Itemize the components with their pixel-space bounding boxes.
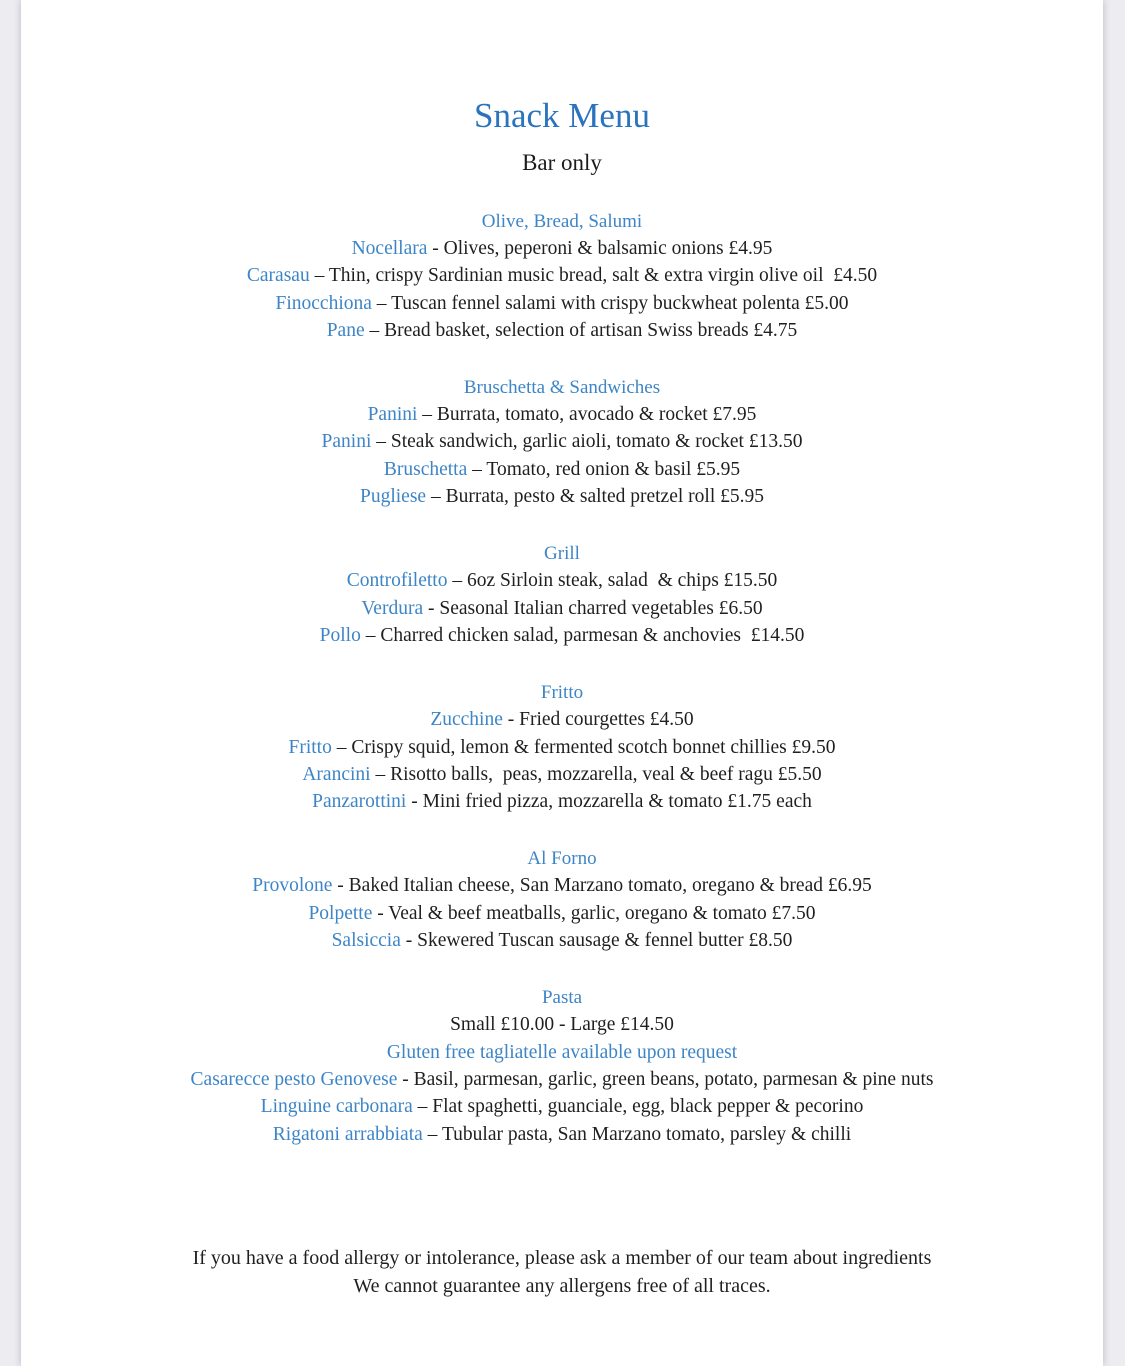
menu-item-separator: – — [447, 570, 467, 592]
menu-item-separator: – — [371, 292, 392, 314]
menu-section — [21, 208, 1103, 344]
menu-item — [21, 428, 1103, 455]
menu-section — [21, 845, 1103, 954]
menu-item — [21, 401, 1103, 428]
menu-item-separator: – — [370, 763, 391, 785]
menu-item-separator: - — [372, 902, 389, 924]
menu-item-description: Tubular pasta, San Marzano tomato, parsley & chilli — [441, 1123, 852, 1145]
menu-item-description: Basil, parmesan, garlic, green beans, potato, parmesan & pine nuts — [413, 1068, 934, 1090]
menu-item — [21, 567, 1103, 594]
menu-item-name: Finocchiona — [275, 292, 372, 314]
menu-item-name: Nocellara — [351, 238, 428, 259]
menu-item-name: Salsiccia — [331, 930, 401, 952]
menu-item-name: Pugliese — [359, 486, 427, 508]
section-heading: Al Forno — [527, 848, 597, 870]
menu-item-description: Thin, crispy Sardinian music bread, salt & extra virgin olive oil £4.50 — [328, 265, 878, 287]
menu-item-name: Casarecce pesto Genovese — [190, 1068, 398, 1090]
menu-item-separator: - — [400, 930, 418, 952]
menu-item-description: Steak sandwich, garlic aioli, tomato & rocket £13.50 — [390, 431, 803, 453]
menu-item-name: Arancini — [302, 763, 371, 785]
menu-section — [21, 374, 1103, 510]
menu-item — [21, 872, 1103, 899]
menu-item-description: Charred chicken salad, parmesan & anchovies £14.50 — [380, 624, 805, 646]
menu-item-separator: – — [309, 265, 329, 287]
menu-item-separator: - — [423, 597, 440, 619]
menu-item — [21, 706, 1103, 733]
allergy-note-line2: We cannot guarantee any allergens free of all traces. — [353, 1275, 771, 1298]
menu-section — [21, 679, 1103, 815]
menu-item-name: Carasau — [246, 265, 310, 287]
menu-item — [21, 622, 1103, 649]
menu-item-description: Veal & beef meatballs, garlic, oregano & tomato £7.50 — [388, 902, 816, 924]
menu-item — [21, 290, 1103, 317]
menu-item-separator: – — [331, 736, 352, 758]
menu-item-description: Tuscan fennel salami with crispy buckwheat polenta £5.00 — [391, 292, 849, 314]
menu-item-separator: – — [417, 404, 437, 426]
menu-item-name: Verdura — [361, 597, 424, 619]
menu-item-description: Risotto balls, peas, mozzarella, veal & beef ragu £5.50 — [390, 763, 822, 785]
menu-item-description: Burrata, pesto & salted pretzel roll £5.95 — [445, 486, 764, 508]
menu-item-separator: – — [467, 458, 487, 480]
menu-section — [21, 984, 1103, 1147]
menu-item-name: Panzarottini — [312, 791, 407, 813]
menu-item-description: Flat spaghetti, guanciale, egg, black pepper & pecorino — [432, 1096, 864, 1118]
menu-item — [21, 1121, 1103, 1148]
menu-item-separator: – — [364, 319, 385, 341]
menu-item-description: Seasonal Italian charred vegetables £6.50 — [439, 597, 763, 619]
menu-item-name: Fritto — [288, 736, 332, 758]
menu-item-separator: - — [406, 791, 423, 813]
section-note: Gluten free tagliatelle available upon request — [386, 1041, 738, 1063]
menu-item-description: Tomato, red onion & basil £5.95 — [486, 458, 741, 480]
menu-item-name: Pollo — [319, 624, 361, 646]
menu-item — [21, 1066, 1103, 1093]
menu-item — [21, 235, 1103, 262]
menu-item-description: Baked Italian cheese, San Marzano tomato, oregano & bread £6.95 — [348, 875, 872, 897]
menu-item-separator: – — [371, 431, 391, 453]
menu-item-separator: - — [332, 875, 349, 897]
menu-item-separator: – — [360, 624, 381, 646]
menu-item-description: Skewered Tuscan sausage & fennel butter £8.50 — [417, 930, 793, 952]
menu-page — [21, 0, 1103, 1366]
menu-item-separator: – — [422, 1123, 442, 1145]
menu-item-separator: - — [397, 1068, 414, 1090]
menu-item — [21, 456, 1103, 483]
section-pricing: Small £10.00 - Large £14.50 — [450, 1014, 674, 1036]
page-title: Snack Menu — [474, 96, 650, 135]
menu-item — [21, 927, 1103, 954]
section-heading: Fritto — [540, 682, 584, 704]
menu-item-name: Bruschetta — [383, 458, 468, 480]
menu-item-name: Rigatoni arrabbiata — [272, 1123, 423, 1145]
menu-item-description: 6oz Sirloin steak, salad & chips £15.50 — [466, 570, 778, 592]
menu-item — [21, 595, 1103, 622]
menu-item — [21, 1093, 1103, 1120]
menu-item — [21, 900, 1103, 927]
menu-item-description: Burrata, tomato, avocado & rocket £7.95 — [436, 404, 757, 426]
section-heading: Bruschetta & Sandwiches — [463, 377, 661, 399]
menu-item-name: Provolone — [252, 875, 333, 897]
allergy-note-line1: If you have a food allergy or intolerance, please ask a member of our team about ingredients — [192, 1246, 932, 1269]
allergy-note — [21, 1244, 1103, 1301]
section-heading: Olive, Bread, Salumi — [481, 211, 643, 232]
menu-item — [21, 788, 1103, 815]
menu-item-description: Mini fried pizza, mozzarella & tomato £1.75 each — [422, 791, 812, 813]
menu-item-name: Zucchine — [430, 709, 503, 731]
menu-item — [21, 483, 1103, 510]
menu-item-separator: - — [427, 238, 444, 259]
menu-item — [21, 262, 1103, 289]
page-subtitle: Bar only — [522, 150, 602, 175]
menu-item-separator: – — [412, 1096, 433, 1118]
section-heading: Pasta — [541, 987, 583, 1009]
menu-item-name: Panini — [321, 431, 372, 453]
menu-section — [21, 540, 1103, 649]
menu-item-name: Polpette — [308, 902, 373, 924]
menu-item — [21, 734, 1103, 761]
menu-item-separator: - — [502, 709, 520, 731]
menu-item-separator: – — [426, 486, 446, 508]
menu-item-name: Linguine carbonara — [260, 1096, 413, 1118]
menu-item-description: Olives, peperoni & balsamic onions £4.95 — [443, 238, 773, 259]
menu-sections — [21, 208, 1103, 1148]
menu-item-name: Panini — [367, 404, 418, 426]
menu-item-description: Bread basket, selection of artisan Swiss breads £4.75 — [384, 319, 798, 341]
menu-item-name: Controfiletto — [346, 570, 448, 592]
menu-item-name: Pane — [326, 319, 365, 341]
menu-item — [21, 761, 1103, 788]
section-heading: Grill — [544, 543, 580, 565]
menu-item — [21, 317, 1103, 344]
menu-item-description: Fried courgettes £4.50 — [519, 709, 694, 731]
menu-item-description: Crispy squid, lemon & fermented scotch bonnet chillies £9.50 — [351, 736, 836, 758]
